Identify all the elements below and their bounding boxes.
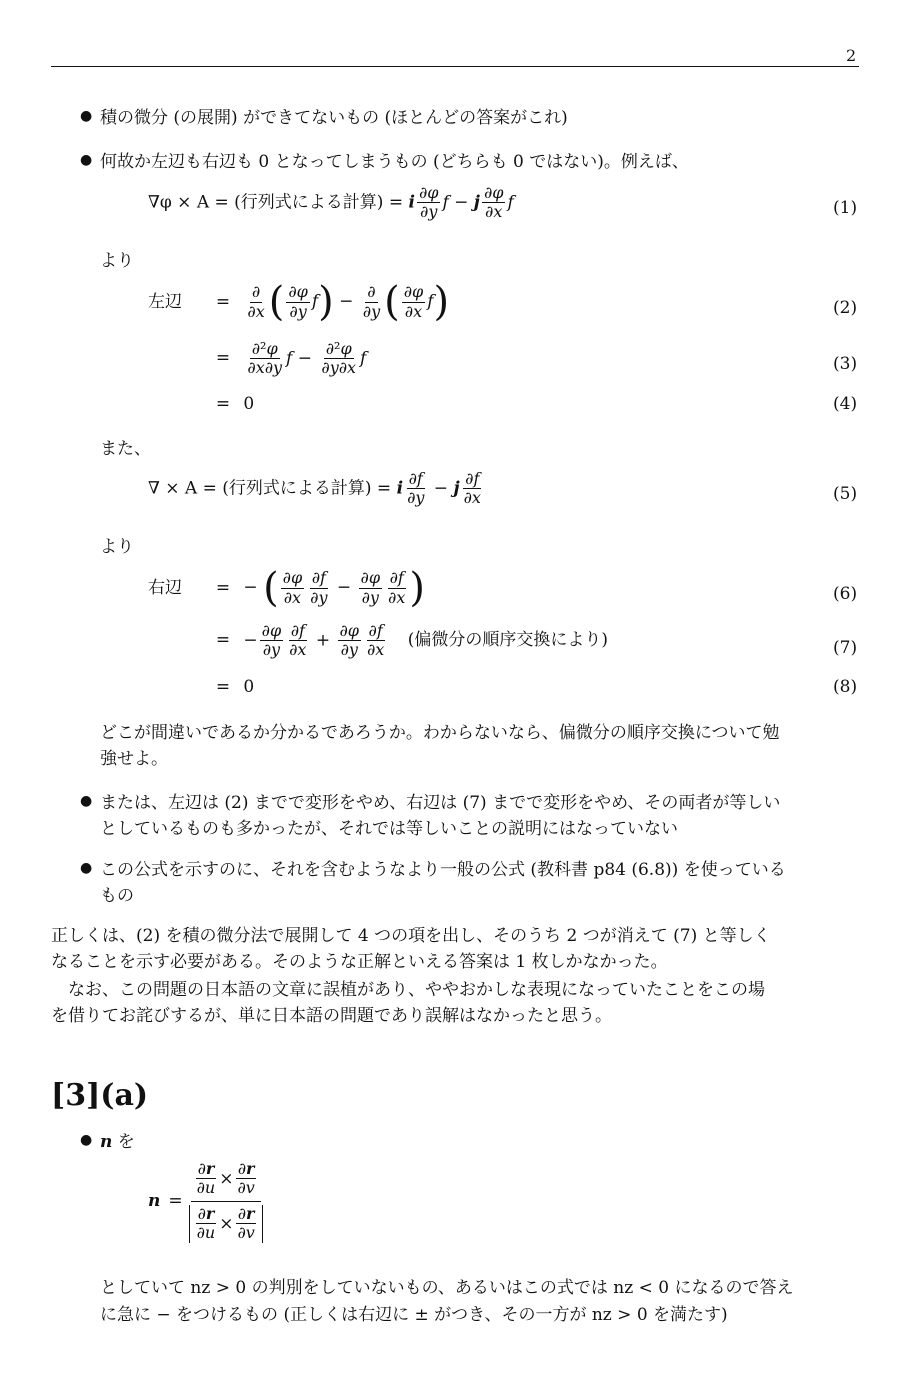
equation-3: = $\frac{\text{∂²φ}}{\partial x\partial y}$ f − $\frac{\text{∂²φ}}{\partial y\partial x}$ f: [148, 340, 366, 378]
bullet-text: 何故か左辺も右辺も 0 となってしまうもの (どちらも 0 ではない)。例えば、: [100, 152, 689, 172]
body-text: 強せよ。: [100, 749, 168, 769]
equation-number: (3): [833, 354, 858, 374]
eq1-mid: (行列式による計算) =: [234, 192, 409, 213]
header-rule: [51, 66, 859, 67]
body-text: に急に − をつけるもの (正しくは右辺に ± がつき、その一方が nz > 0 を満たす): [100, 1305, 728, 1325]
equation-5: ∇ × A = (行列式による計算) = i $\frac{\partial f}{\partial y}$ − j $\frac{\partial f}{\partial x}$: [148, 469, 481, 508]
equation-1: ∇φ × A = (行列式による計算) = i $\frac{\partial\varphi}{\partial y}$ f − j $\frac{\partial\varphi}{\partial x}$ f: [148, 183, 514, 222]
equation-number: (6): [833, 584, 858, 604]
bullet-marker: ●: [80, 793, 93, 809]
equation-number: (1): [833, 198, 858, 218]
lhs-label: 左辺: [148, 291, 182, 312]
eq-sign: =: [215, 348, 231, 369]
paragraph: なることを示す必要がある。そのような正解といえる答案は 1 枚しかなかった。: [51, 952, 668, 972]
bullet-text: または、左辺は (2) までで変形をやめ、右辺は (7) までで変形をやめ、その両者が等しい: [100, 793, 781, 813]
bullet-marker: ●: [80, 152, 93, 168]
bullet-marker: ●: [80, 108, 93, 124]
bullet-text: 積の微分 (の展開) ができてないもの (ほとんどの答案がこれ): [100, 108, 568, 128]
text-mata: また、: [100, 439, 151, 459]
eq-sign: =: [215, 630, 231, 651]
normal-vector-formula: n = $\frac{\partial r}{\partial u}$ × $\frac{\partial r}{\partial v}$ $\frac{\partial r}{\partial u}$ × $\frac{\partial r}{\partial v}$: [148, 1160, 263, 1243]
equation-number: (8): [833, 677, 858, 697]
bullet-marker: ●: [80, 860, 93, 876]
page-number: 2: [846, 46, 857, 65]
equation-7: = − $\frac{\partial\varphi}{\partial y}$ $\frac{\partial f}{\partial x}$ + $\frac{\partial\varphi}{\partial y}$ $\frac{\partial f}{\partial x}$ (偏微分の順序交換により): [148, 622, 608, 660]
equation-4: [148, 394, 254, 414]
body-text: としていて nz > 0 の判別をしていないもの、あるいはこの式では nz < 0 になるので答え: [100, 1278, 794, 1298]
bullet-marker: ●: [80, 1132, 93, 1148]
eq7-note: (偏微分の順序交換により): [407, 630, 608, 651]
paragraph: なお、この問題の日本語の文章に誤植があり、ややおかしな表現になっていたことをこの場: [68, 980, 765, 1000]
bullet-text: この公式を示すのに、それを含むようなより一般の公式 (教科書 p84 (6.8)) を使っている: [100, 860, 786, 880]
text-yori: より: [100, 537, 134, 557]
eq5-lhs: ∇ × A =: [148, 478, 223, 499]
text-yori: より: [100, 251, 134, 271]
bullet-text: としているものも多かったが、それでは等しいことの説明にはなっていない: [100, 819, 678, 839]
eq-sign: =: [215, 291, 231, 312]
eq-zero: 0: [243, 677, 255, 697]
equation-6: 右辺 = − ( $\frac{\partial\varphi}{\partial x}$ $\frac{\partial f}{\partial y}$ − $\frac{\partial\varphi}{\partial y}$ $\frac{\partial f}{\partial x}$ ): [148, 565, 425, 611]
bullet-text: もの: [100, 886, 134, 906]
paragraph: 正しくは、(2) を積の微分法で展開して 4 つの項を出し、そのうち 2 つが消えて (7) と等しく: [51, 926, 771, 946]
bullet-text: n を: [100, 1132, 135, 1152]
equation-2: 左辺 = $\frac{\partial}{\partial x}$ ( $\frac{\partial\varphi}{\partial y}$ f) − $\frac{\partial}{\partial y}$ ( $\frac{\partial\varphi}{\partial x}$ f): [148, 279, 450, 325]
eq-zero: 0: [243, 394, 255, 414]
equation-number: (2): [833, 298, 858, 318]
eq5-mid: (行列式による計算) =: [222, 478, 397, 499]
eq-sign: =: [215, 577, 231, 598]
equation-number: (5): [833, 484, 858, 504]
rhs-label: 右辺: [148, 577, 182, 598]
paragraph: を借りてお詫びするが、単に日本語の問題であり誤解はなかったと思う。: [51, 1006, 612, 1026]
eq1-lhs: ∇φ × A =: [148, 192, 235, 213]
eq-sign: =: [215, 394, 231, 414]
body-text: どこが間違いであるか分かるであろうか。わからないなら、偏微分の順序交換について勉: [100, 723, 780, 743]
eq-sign: =: [215, 677, 231, 697]
bullet-n-text: を: [117, 1132, 135, 1152]
equation-number: (4): [833, 394, 858, 414]
section-heading: [3](a): [51, 1078, 149, 1113]
equation-8: [148, 677, 254, 697]
equation-number: (7): [833, 638, 858, 658]
